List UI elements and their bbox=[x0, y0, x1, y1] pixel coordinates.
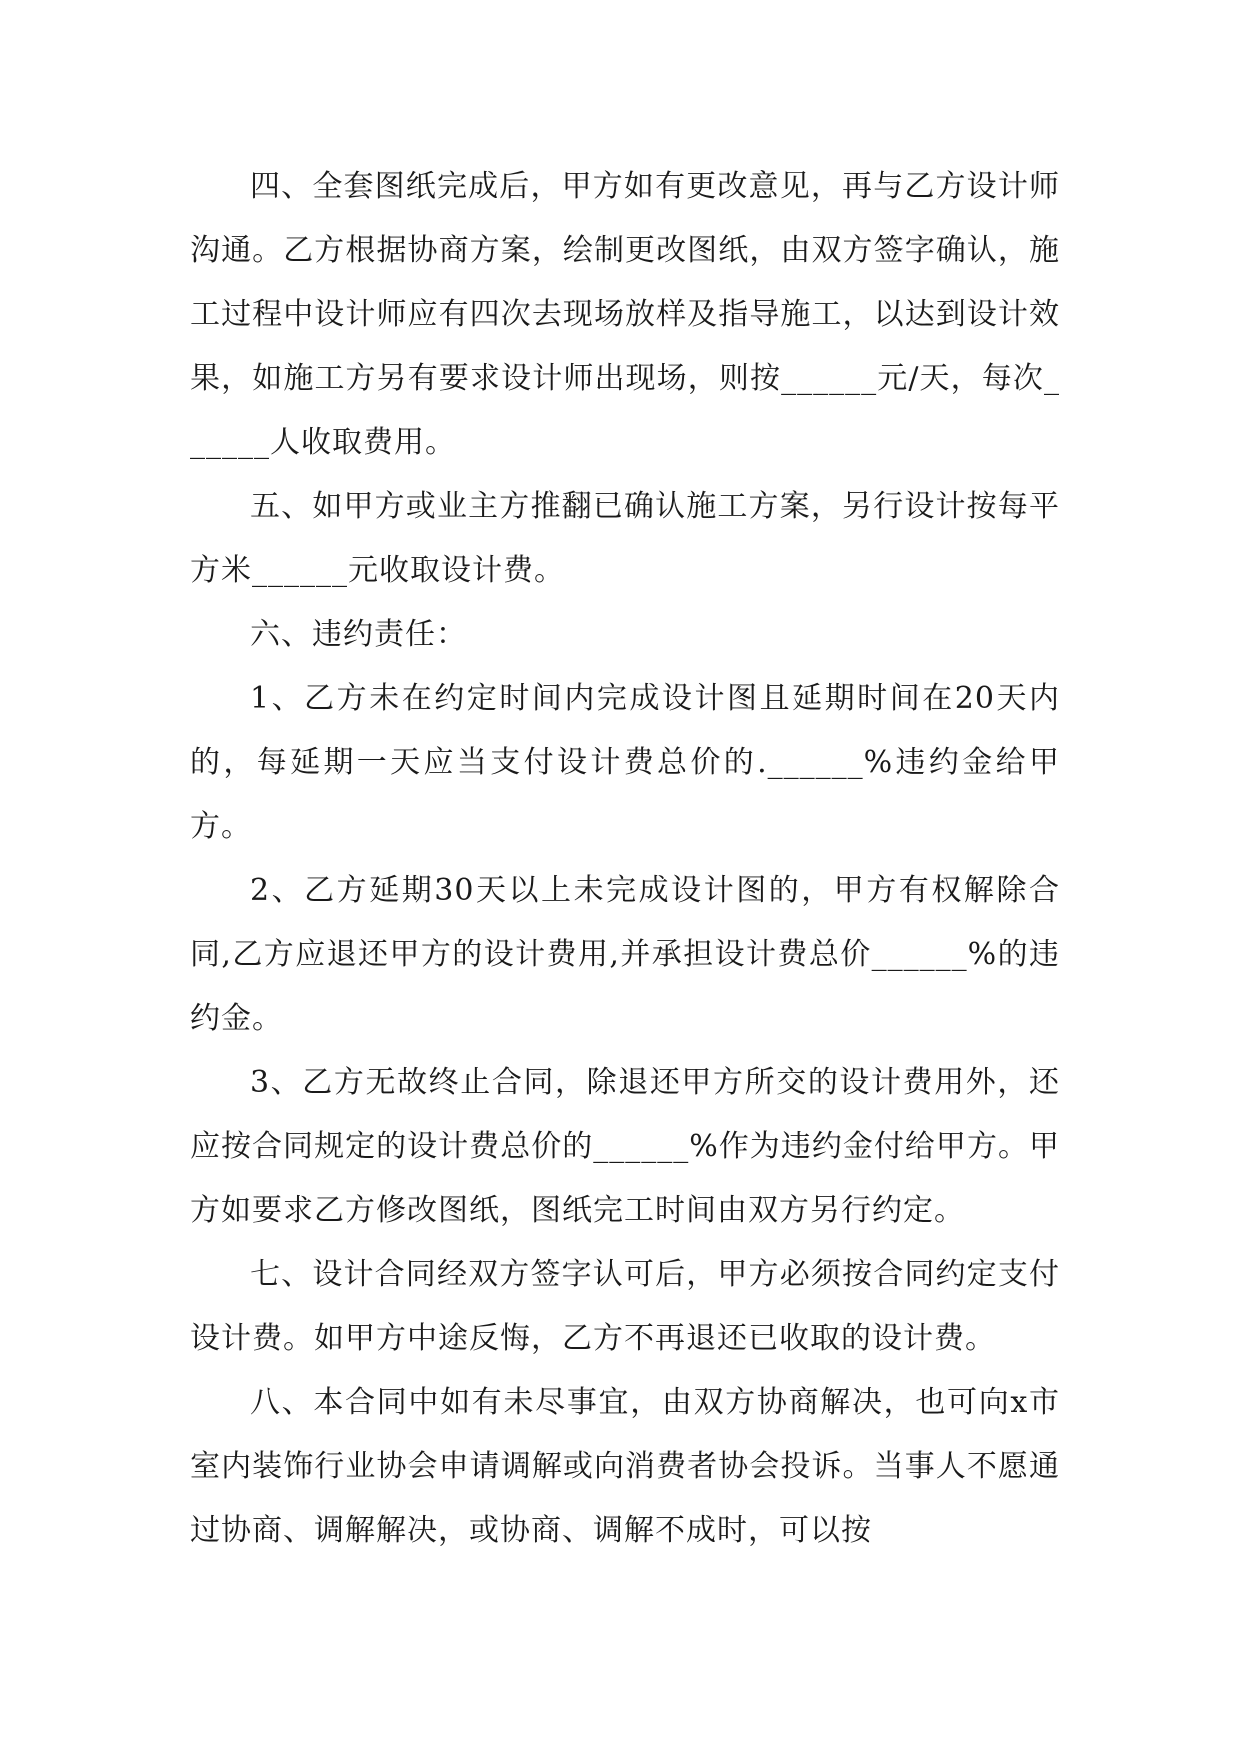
clause-four: 四、全套图纸完成后，甲方如有更改意见，再与乙方设计师沟通。乙方根据协商方案，绘制更改图纸，由双方签字确认，施工过程中设计师应有四次去现场放样及指导施工，以达到设计效果，如施工方另有要求设计师出现场，则按______元/天，每次______人收取费用。 bbox=[190, 169, 1060, 460]
clause-seven: 七、设计合同经双方签字认可后，甲方必须按合同约定支付设计费。如甲方中途反悔，乙方不再退还已收取的设计费。 bbox=[190, 1257, 1060, 1356]
clause-six-item-1: 1、乙方未在约定时间内完成设计图且延期时间在20天内的，每延期一天应当支付设计费总价的.______%违约金给甲方。 bbox=[190, 681, 1060, 844]
clause-eight: 八、本合同中如有未尽事宜，由双方协商解决，也可向x市室内装饰行业协会申请调解或向消费者协会投诉。当事人不愿通过协商、调解解决，或协商、调解不成时，可以按 bbox=[190, 1385, 1060, 1548]
document-body bbox=[190, 155, 1060, 1563]
clause-five: 五、如甲方或业主方推翻已确认施工方案，另行设计按每平方米______元收取设计费。 bbox=[190, 489, 1060, 588]
clause-six-item-3: 3、乙方无故终止合同，除退还甲方所交的设计费用外，还应按合同规定的设计费总价的______%作为违约金付给甲方。甲方如要求乙方修改图纸，图纸完工时间由双方另行约定。 bbox=[190, 1065, 1060, 1228]
clause-six-item-2: 2、乙方延期30天以上未完成设计图的，甲方有权解除合同,乙方应退还甲方的设计费用,并承担设计费总价______%的违约金。 bbox=[190, 873, 1060, 1036]
clause-six-heading: 六、违约责任： bbox=[250, 617, 467, 652]
